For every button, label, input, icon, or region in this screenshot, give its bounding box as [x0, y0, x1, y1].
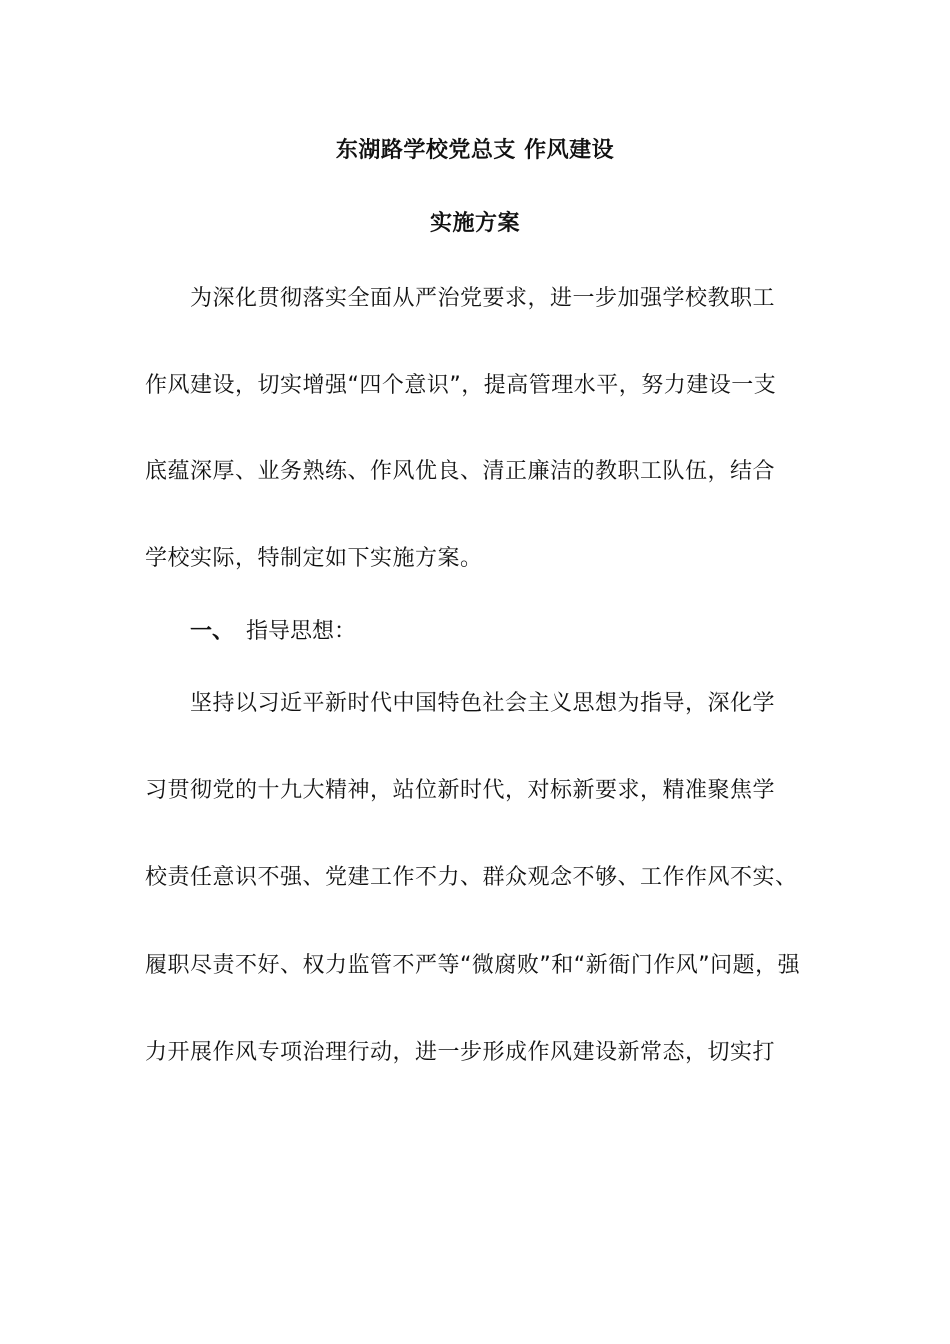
paragraph-line: 坚持以习近平新时代中国特色社会主义思想为指导，深化学 [190, 691, 776, 716]
document-subtitle: 实施方案 [429, 211, 520, 236]
section-heading-text: 指导思想： [246, 619, 357, 644]
paragraph-line: 为深化贯彻落实全面从严治党要求，进一步加强学校教职工 [190, 286, 776, 311]
document-title: 东湖路学校党总支 作风建设 [335, 138, 615, 163]
paragraph-line: 作风建设，切实增强“四个意识”，提高管理水平，努力建设一支 [145, 373, 777, 398]
paragraph-line: 校责任意识不强、党建工作不力、群众观念不够、工作作风不实、 [145, 865, 798, 890]
section-number: 一、 [190, 619, 235, 644]
paragraph-line: 习贯彻党的十九大精神，站位新时代，对标新要求，精准聚焦学 [145, 778, 776, 803]
paragraph-line: 学校实际，特制定如下实施方案。 [145, 546, 483, 571]
paragraph-line: 力开展作风专项治理行动，进一步形成作风建设新常态，切实打 [145, 1040, 776, 1065]
paragraph-line: 底蕴深厚、业务熟练、作风优良、清正廉洁的教职工队伍，结合 [145, 459, 776, 484]
paragraph-line: 履职尽责不好、权力监管不严等“微腐败”和“新衙门作风”问题，强 [145, 953, 801, 978]
section-heading [190, 617, 356, 647]
